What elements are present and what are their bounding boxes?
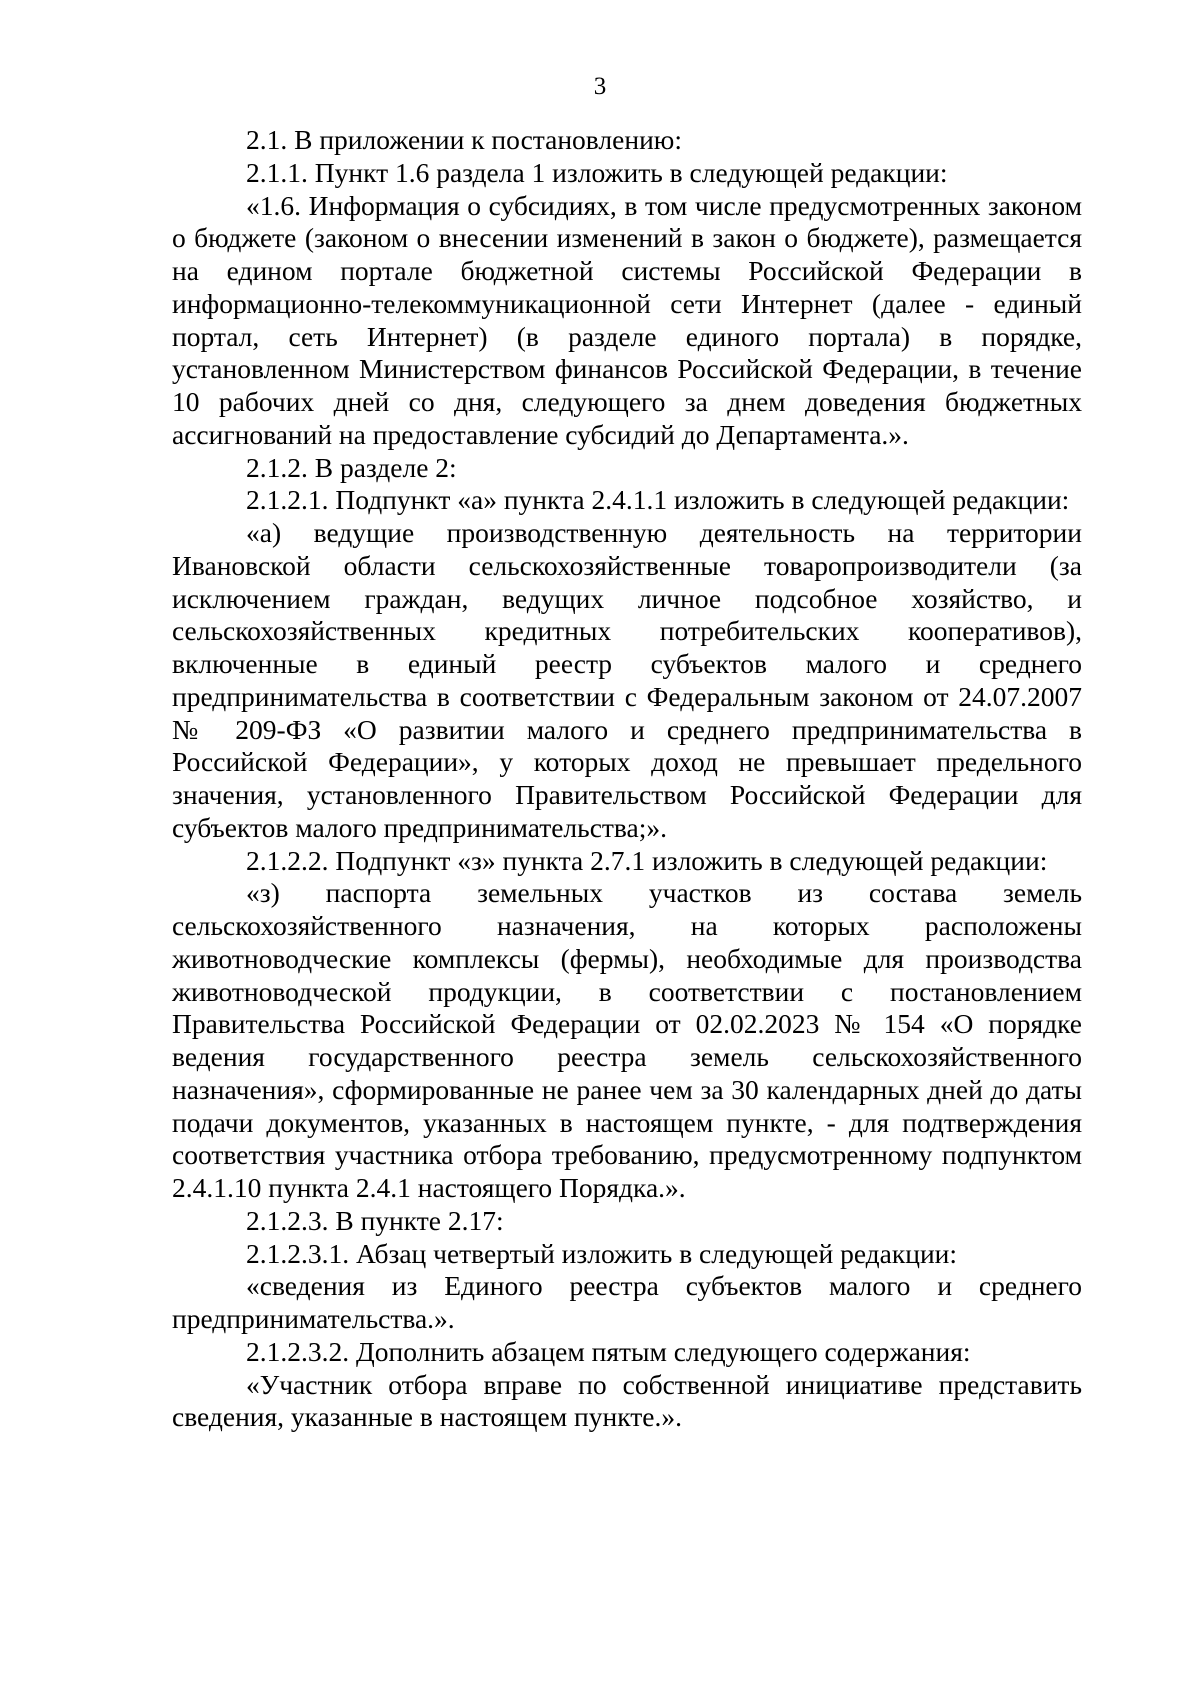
paragraph-register-quote: «сведения из Единого реестра субъектов малого и среднего предпринимательства.». <box>172 1270 1082 1334</box>
paragraph-2-1-1: 2.1.1. Пункт 1.6 раздела 1 изложить в следующей редакции: <box>246 156 948 188</box>
paragraph-subitem-a-quote: «а) ведущие производственную деятельность на территории Ивановской области сельскохозяйственные товаропроизводители (за исключением граждан, ведущих личное подсобное хозяйство, и сельскохозяйственных кредитных потребительских кооперативов), включенные в единый реестр субъектов малого и среднего предпринимательства в соответствии с Федеральным законом от 24.07.2007 № 209-ФЗ «О развитии малого и среднего предпринимательства в Российской Федерации», у которых доход не превышает предельного значения, установленного Правительством Российской Федерации для субъектов малого предпринимательства;». <box>172 517 1082 843</box>
paragraph-2-1-2-1: 2.1.2.1. Подпункт «а» пункта 2.4.1.1 изложить в следующей редакции: <box>246 484 1070 516</box>
page-number: 3 <box>593 73 607 100</box>
paragraph-2-1-2-3-1: 2.1.2.3.1. Абзац четвертый изложить в следующей редакции: <box>246 1237 958 1269</box>
paragraph-2-1-2: 2.1.2. В разделе 2: <box>246 451 457 483</box>
paragraph-2-1: 2.1. В приложении к постановлению: <box>246 124 682 155</box>
paragraph-2-1-2-3-2: 2.1.2.3.2. Дополнить абзацем пятым следующего содержания: <box>246 1335 971 1367</box>
document-body <box>172 124 1082 1434</box>
paragraph-2-1-2-2: 2.1.2.2. Подпункт «з» пункта 2.7.1 изложить в следующей редакции: <box>246 844 1048 876</box>
paragraph-1-6-quote: «1.6. Информация о субсидиях, в том числе предусмотренных законом о бюджете (законом о внесении изменений в закон о бюджете), размещается на едином портале бюджетной системы Российской Федерации в информационно-телекоммуникационной сети Интернет (далее - единый портал, сеть Интернет) (в разделе единого портала) в порядке, установленном Министерством финансов Российской Федерации, в течение 10 рабочих дней со дня, следующего за днем доведения бюджетных ассигнований на предоставление субсидий до Департамента.». <box>172 189 1082 450</box>
paragraph-subitem-z-quote: «з) паспорта земельных участков из состава земель сельскохозяйственного назначения, на которых расположены животноводческие комплексы (фермы), необходимые для производства животноводческой продукции, в соответствии с постановлением Правительства Российской Федерации от 02.02.2023 № 154 «О порядке ведения государственного реестра земель сельскохозяйственного назначения», сформированные не ранее чем за 30 календарных дней до даты подачи документов, указанных в настоящем пункте, - для подтверждения соответствия участника отбора требованию, предусмотренному подпунктом 2.4.1.10 пункта 2.4.1 настоящего Порядка.». <box>172 877 1082 1203</box>
paragraph-2-1-2-3: 2.1.2.3. В пункте 2.17: <box>246 1204 504 1236</box>
paragraph-initiative-quote: «Участник отбора вправе по собственной инициативе представить сведения, указанные в настоящем пункте.». <box>172 1368 1082 1433</box>
